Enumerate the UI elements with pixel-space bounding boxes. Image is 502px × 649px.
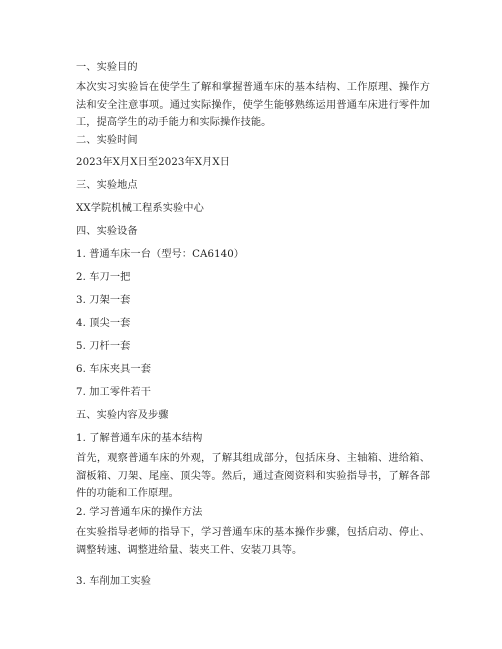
text-time: 2023年X月X日至2023年X月X日: [76, 157, 231, 168]
equipment-item: 7. 加工零件若干: [76, 387, 151, 398]
heading-purpose: 一、实验目的: [76, 62, 138, 73]
text-location: XX学院机械工程系实验中心: [76, 203, 204, 214]
step-title: 2. 学习普通车床的操作方法: [76, 507, 203, 518]
heading-equipment: 四、实验设备: [76, 226, 138, 237]
equipment-item: 4. 顶尖一套: [76, 318, 131, 329]
equipment-item: 2. 车刀一把: [76, 272, 131, 283]
paragraph-purpose: 本次实习实验旨在使学生了解和掌握普通车床的基本结构、工作原理、操作方法和安全注意事项。通过实际操作，使学生能够熟练运用普通车床进行零件加工，提高学生的动手能力和实际操作技能。: [76, 82, 430, 128]
equipment-item: 6. 车床夹具一套: [76, 364, 151, 375]
step-title: 3. 车削加工实验: [76, 576, 151, 587]
equipment-item: 5. 刀杆一套: [76, 341, 131, 352]
heading-content-steps: 五、实验内容及步骤: [76, 410, 169, 421]
heading-time: 二、实验时间: [76, 135, 138, 146]
equipment-item: 1. 普通车床一台（型号：CA6140）: [76, 249, 245, 260]
step-paragraph: 首先，观察普通车床的外观，了解其组成部分，包括床身、主轴箱、进给箱、溜板箱、刀架、尾座、顶尖等。然后，通过查阅资料和实验指导书，了解各部件的功能和工作原理。: [76, 453, 430, 499]
heading-location: 三、实验地点: [76, 180, 138, 191]
equipment-item: 3. 刀架一套: [76, 295, 131, 306]
step-paragraph: 在实验指导老师的指导下，学习普通车床的基本操作步骤，包括启动、停止、调整转速、调整进给量、装夹工件、安装刀具等。: [76, 527, 430, 556]
step-title: 1. 了解普通车床的基本结构: [76, 433, 203, 444]
